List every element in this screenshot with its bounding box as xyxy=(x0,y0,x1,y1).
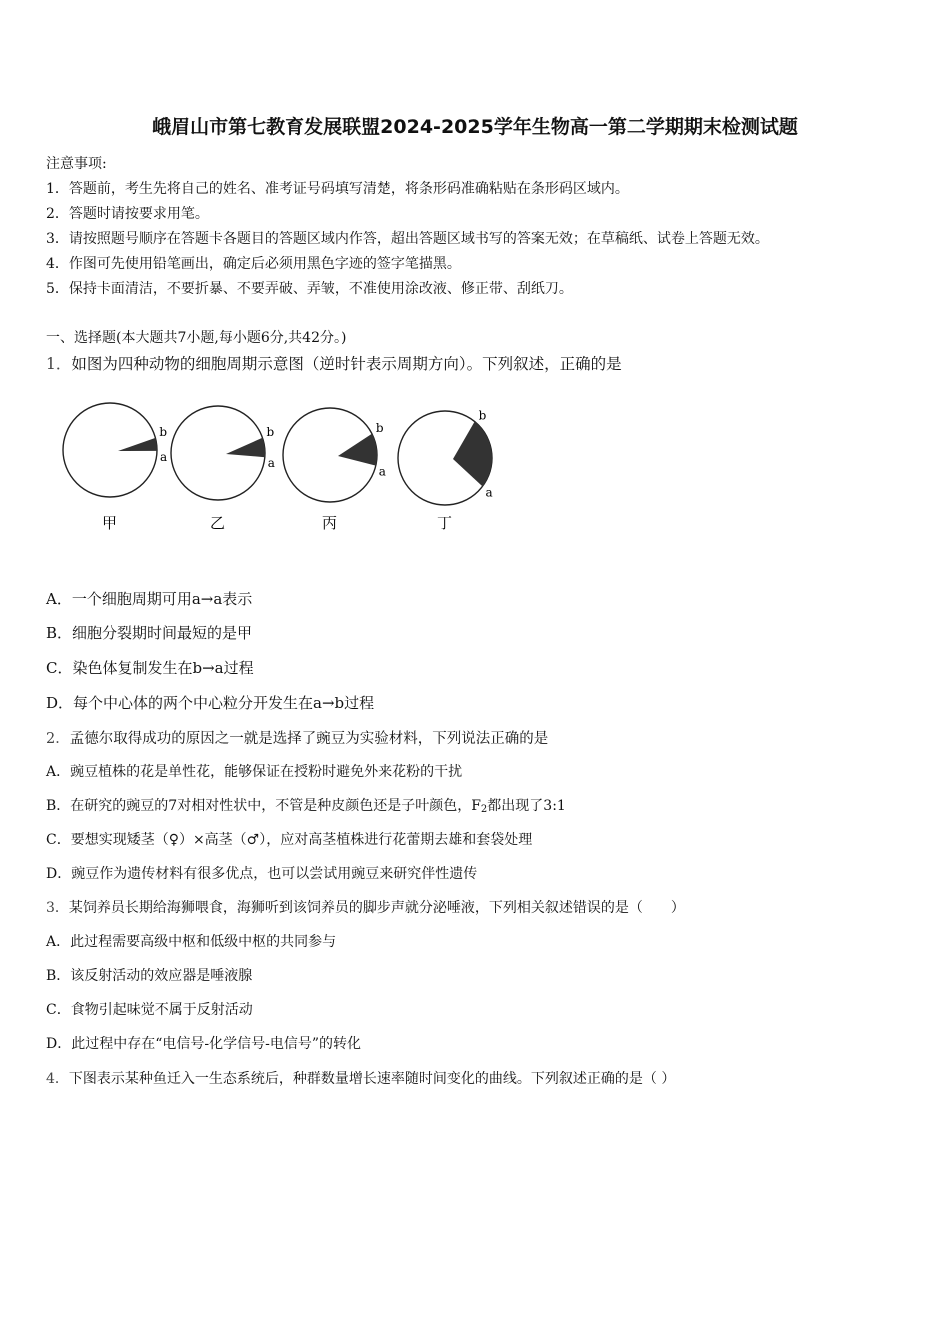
circle-label: 乙 xyxy=(210,514,226,532)
division-phase-sector xyxy=(226,438,265,457)
notice-item: 5．保持卡面清洁，不要折暴、不要弄破、弄皱，不准使用涂改液、修正带、刮纸刀。 xyxy=(46,281,573,297)
option-label: B． xyxy=(46,798,71,814)
option-text: 此过程需要高级中枢和低级中枢的共同参与 xyxy=(70,934,337,950)
q2-option-d[interactable] xyxy=(46,863,477,883)
option-label: D． xyxy=(46,866,72,882)
option-label: A． xyxy=(46,590,72,608)
option-label: C． xyxy=(46,1002,71,1018)
notice-item: 4．作图可先使用铅笔画出，确定后必须用黑色字迹的签字笔描黑。 xyxy=(46,256,461,272)
q2-option-a[interactable] xyxy=(46,761,462,781)
option-text: 染色体复制发生在b→a过程 xyxy=(72,659,254,677)
circle-label: 甲 xyxy=(102,514,118,532)
option-text: 每个中心体的两个中心粒分开发生在a→b过程 xyxy=(73,694,375,712)
option-label: D． xyxy=(46,1036,72,1052)
option-text: 豌豆植株的花是单性花，能够保证在授粉时避免外来花粉的干扰 xyxy=(70,764,463,780)
point-b-label: b xyxy=(478,408,487,423)
q1-option-d[interactable] xyxy=(46,692,374,713)
point-a-label: a xyxy=(378,464,386,479)
point-a-label: a xyxy=(159,449,168,464)
division-phase-sector xyxy=(118,438,157,451)
circle-label: 丁 xyxy=(437,514,453,532)
option-text: 都出现了3:1 xyxy=(487,798,566,814)
option-text: 要想实现矮茎（♀）×高茎（♂），应对高茎植株进行花蕾期去雄和套袋处理 xyxy=(70,832,533,848)
division-phase-sector xyxy=(338,434,377,466)
question-number: 2． xyxy=(46,731,70,747)
option-text: 食物引起味觉不属于反射活动 xyxy=(70,1002,253,1018)
question-2 xyxy=(46,727,548,748)
point-b-label: b xyxy=(159,424,168,439)
page-title: 峨眉山市第七教育发展联盟2024-2025学年生物高一第二学期期末检测试题 xyxy=(152,116,798,138)
subscript: 2 xyxy=(480,804,488,815)
option-text: 豌豆作为遗传材料有很多优点，也可以尝试用豌豆来研究伴性遗传 xyxy=(71,866,478,882)
point-b-label: b xyxy=(266,424,275,439)
option-label: C． xyxy=(46,832,71,848)
q3-option-a[interactable] xyxy=(46,931,336,951)
option-text: 一个细胞周期可用a→a表示 xyxy=(71,590,253,608)
option-text: 该反射活动的效应器是唾液腺 xyxy=(70,968,253,984)
question-stem: 下图表示某种鱼迁入一生态系统后，种群数量增长速率随时间变化的曲线。下列叙述正确的是（ ） xyxy=(68,1071,676,1087)
question-number: 3． xyxy=(46,900,69,916)
section-heading: 一、选择题(本大题共7小题,每小题6分,共42分。) xyxy=(46,330,347,346)
option-label: A． xyxy=(46,764,71,780)
question-stem: 某饲养员长期给海狮喂食，海狮听到该饲养员的脚步声就分泌唾液，下列相关叙述错误的是（ ） xyxy=(68,900,685,916)
option-text: 此过程中存在“电信号-化学信号-电信号”的转化 xyxy=(71,1036,362,1052)
question-3 xyxy=(46,897,685,917)
question-stem: 孟德尔取得成功的原因之一就是选择了豌豆为实验材料，下列说法正确的是 xyxy=(69,731,549,747)
option-label: B． xyxy=(46,968,71,984)
point-a-label: a xyxy=(267,456,275,471)
q1-option-c[interactable] xyxy=(46,657,254,678)
question-stem: 如图为四种动物的细胞周期示意图（逆时针表示周期方向）。下列叙述，正确的是 xyxy=(71,355,622,373)
option-label: B． xyxy=(46,624,73,642)
notice-item: 3．请按照题号顺序在答题卡各题目的答题区域内作答，超出答题区域书写的答案无效；在草稿纸、试卷上答题无效。 xyxy=(46,231,769,247)
question-number: 1． xyxy=(46,355,72,373)
question-4 xyxy=(46,1068,675,1088)
q2-option-c[interactable] xyxy=(46,829,532,849)
option-label: D． xyxy=(46,694,74,712)
notice-item: 1．答题前，考生先将自己的姓名、准考证号码填写清楚，将条形码准确粘贴在条形码区域内。 xyxy=(46,181,629,197)
question-number: 4． xyxy=(46,1071,69,1087)
q3-option-b[interactable] xyxy=(46,965,252,985)
option-text: 细胞分裂期时间最短的是甲 xyxy=(72,624,253,642)
notice-item: 2．答题时请按要求用笔。 xyxy=(46,206,209,222)
cell-cycle-figure xyxy=(50,395,520,545)
division-phase-sector xyxy=(453,422,492,487)
q3-option-c[interactable] xyxy=(46,999,253,1019)
q1-option-b[interactable] xyxy=(46,622,252,643)
q3-option-d[interactable] xyxy=(46,1033,361,1053)
option-text: 在研究的豌豆的7对相对性状中，不管是种皮颜色还是子叶颜色，F xyxy=(70,798,481,814)
option-label: A． xyxy=(46,934,71,950)
point-b-label: b xyxy=(375,420,384,435)
q2-option-b[interactable] xyxy=(46,795,566,815)
question-1 xyxy=(46,352,622,374)
notice-heading: 注意事项: xyxy=(46,156,107,172)
point-a-label: a xyxy=(485,485,493,500)
cell-cycle-circles xyxy=(63,403,493,532)
option-label: C． xyxy=(46,659,73,677)
circle-label: 丙 xyxy=(322,514,338,532)
q1-option-a[interactable] xyxy=(46,588,252,609)
